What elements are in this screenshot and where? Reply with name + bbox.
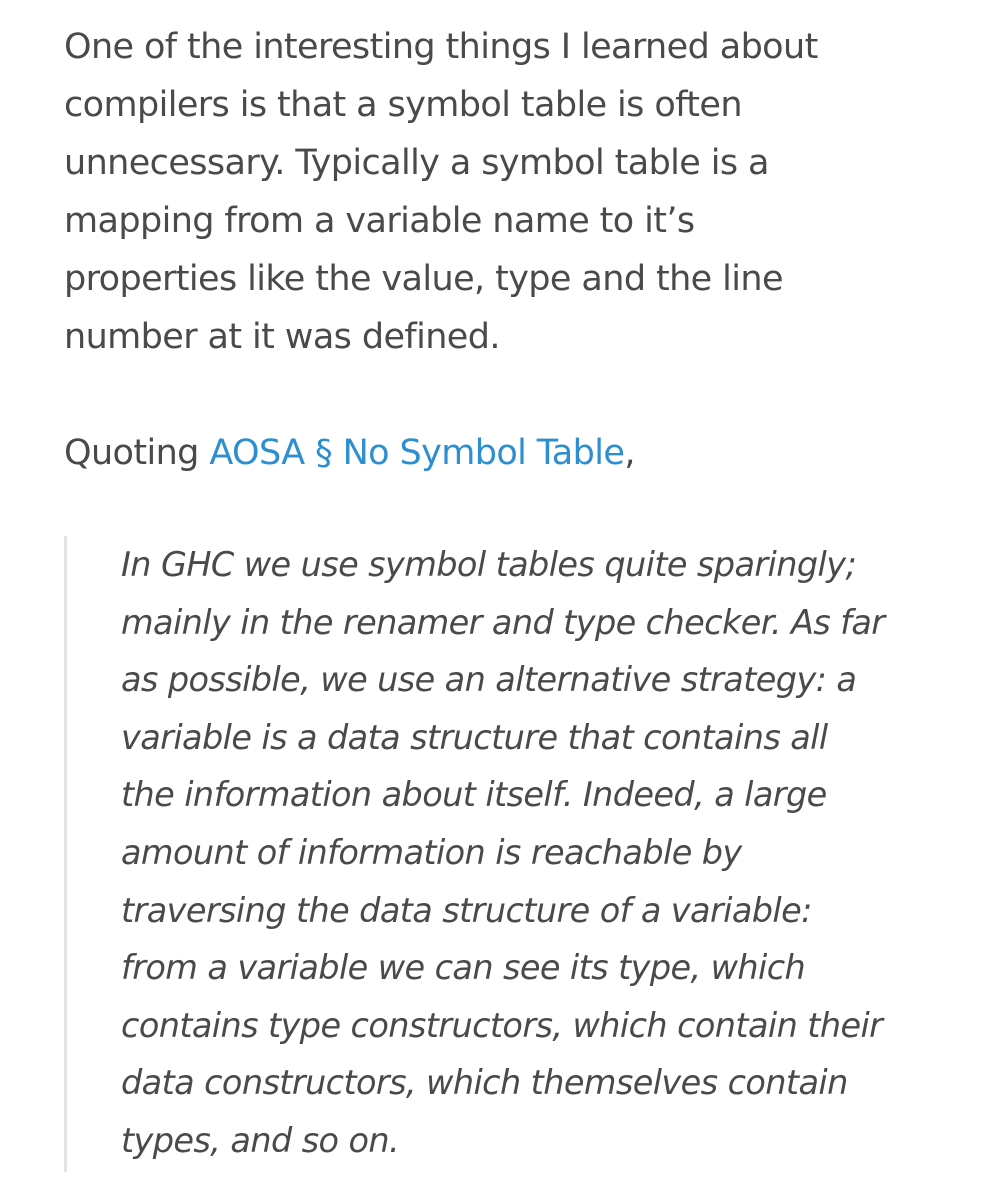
blockquote-line: contains type constructors, which contain their xyxy=(121,1005,883,1045)
intro-line: One of the interesting things I learned about xyxy=(64,27,818,67)
quoting-suffix: , xyxy=(624,433,635,473)
quoting-paragraph xyxy=(64,424,944,482)
blockquote-line: In GHC we use symbol tables quite sparingly; xyxy=(121,545,857,584)
blockquote-line: as possible, we use an alternative strategy: a xyxy=(121,660,857,700)
intro-line: number at it was defined. xyxy=(64,317,500,357)
intro-line: properties like the value, type and the line xyxy=(64,259,783,299)
intro-line: compilers is that a symbol table is often xyxy=(64,85,742,125)
quoting-prefix: Quoting xyxy=(64,433,210,473)
intro-paragraph xyxy=(64,18,944,366)
blockquote-line: amount of information is reachable by xyxy=(121,832,742,872)
blockquote xyxy=(64,536,944,1172)
blockquote-line: mainly in the renamer and type checker. As far xyxy=(121,602,885,642)
intro-line: mapping from a variable name to it’s xyxy=(64,201,695,241)
blockquote-line: traversing the data structure of a variable: xyxy=(121,890,812,930)
blockquote-line: from a variable we can see its type, which xyxy=(121,948,806,988)
blockquote-line: data constructors, which themselves contain xyxy=(121,1063,848,1103)
blockquote-line: types, and so on. xyxy=(121,1120,400,1160)
blockquote-line: the information about itself. Indeed, a large xyxy=(121,775,827,815)
intro-line: unnecessary. Typically a symbol table is a xyxy=(64,143,769,183)
blockquote-line: variable is a data structure that contains all xyxy=(121,717,828,757)
article-body xyxy=(64,18,944,482)
aosa-link[interactable]: AOSA § No Symbol Table xyxy=(209,433,625,473)
